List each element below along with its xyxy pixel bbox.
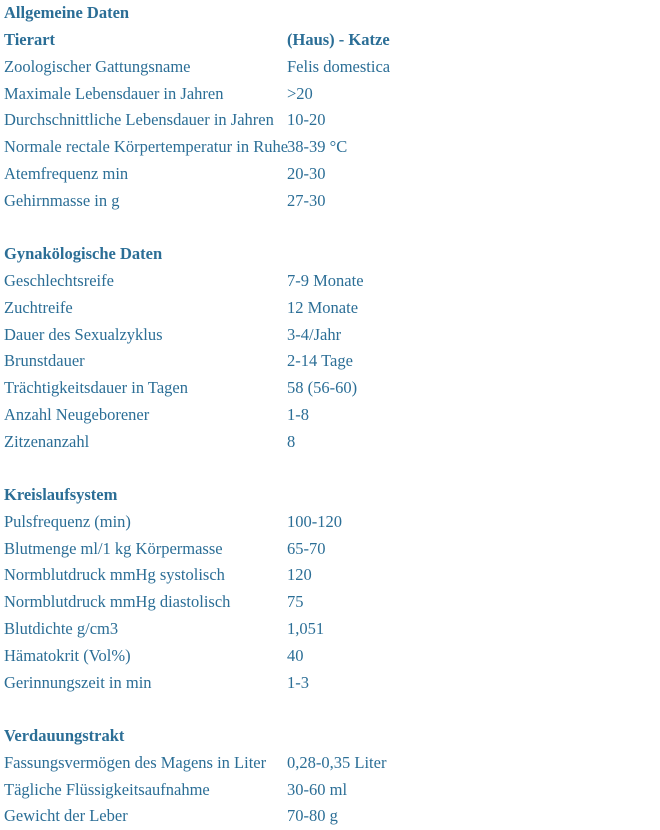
row-value: 2-14 Tage [287,351,353,371]
row-label: Hämatokrit (Vol%) [4,645,131,665]
table-row [0,268,660,295]
section-header: Kreislaufsystem [4,485,118,505]
table-row [0,642,660,669]
row-label: Anzahl Neugeborener [4,404,150,424]
row-value: 1-3 [287,672,309,692]
row-label: Maximale Lebensdauer in Jahren [4,83,224,103]
table-row [0,27,660,54]
row-value: >20 [287,83,313,103]
table-row [0,54,660,81]
row-value: 0,28-0,35 Liter [287,752,387,772]
table-row [0,321,660,348]
table-row [0,187,660,214]
table-row [0,401,660,428]
row-value: 100-120 [287,511,342,531]
section-header: Allgemeine Daten [4,3,130,23]
row-value: 40 [287,645,304,665]
row-value: 70-80 g [287,806,338,826]
row-label: Tägliche Flüssigkeitsaufnahme [4,779,210,799]
row-label: Gerinnungszeit in min [4,672,152,692]
row-value: (Haus) - Katze [287,30,390,50]
table-row [0,803,660,830]
row-value: 8 [287,431,296,451]
table-row [0,107,660,134]
row-label: Normblutdruck mmHg systolisch [4,565,225,585]
section-spacer [0,696,660,723]
section [0,482,660,696]
row-value: 1,051 [287,618,325,638]
table-row [0,589,660,616]
row-label: Pulsfrequenz (min) [4,511,131,531]
row-value: 27-30 [287,190,326,210]
table-row [0,348,660,375]
row-label: Blutmenge ml/1 kg Körpermasse [4,538,223,558]
table-row [0,294,660,321]
table-row [0,161,660,188]
section-header: Verdauungstrakt [4,726,125,746]
row-label: Tierart [4,30,56,50]
row-label: Gehirnmasse in g [4,190,120,210]
section [0,241,660,455]
table-row [0,375,660,402]
table-row [0,749,660,776]
table-row [0,509,660,536]
row-value: 3-4/Jahr [287,324,342,344]
row-value: 30-60 ml [287,779,348,799]
row-value: 58 (56-60) [287,378,358,398]
row-label: Normblutdruck mmHg diastolisch [4,592,231,612]
row-value: 12 Monate [287,297,359,317]
row-label: Blutdichte g/cm3 [4,618,119,638]
row-value: 65-70 [287,538,326,558]
row-label: Brunstdauer [4,351,85,371]
row-value: 38-39 °C [287,137,348,157]
table-row [0,562,660,589]
row-value: 7-9 Monate [287,271,364,291]
row-label: Zoologischer Gattungsname [4,56,191,76]
row-label: Dauer des Sexualzyklus [4,324,163,344]
row-label: Zuchtreife [4,297,73,317]
row-label: Zitzenanzahl [4,431,90,451]
table-row [0,669,660,696]
section-spacer [0,455,660,482]
row-value: 120 [287,565,312,585]
row-value: 20-30 [287,163,326,183]
table-row [0,535,660,562]
row-label: Fassungsvermögen des Magens in Liter [4,752,267,772]
row-label: Gewicht der Leber [4,806,128,826]
table-row [0,134,660,161]
row-label: Trächtigkeitsdauer in Tagen [4,378,188,398]
row-value: 10-20 [287,110,326,130]
table-row [0,428,660,455]
section [0,0,660,214]
table-row [0,616,660,643]
row-label: Geschlechtsreife [4,271,114,291]
row-label: Atemfrequenz min [4,163,129,183]
row-label: Durchschnittliche Lebensdauer in Jahren [4,110,274,130]
table-row [0,776,660,803]
row-label: Normale rectale Körpertemperatur in Ruhe [4,137,289,157]
row-value: 75 [287,592,304,612]
row-value: Felis domestica [287,56,391,76]
section-spacer [0,214,660,241]
section-header: Gynakölogische Daten [4,244,163,264]
section [0,723,660,830]
row-value: 1-8 [287,404,309,424]
table-row [0,80,660,107]
